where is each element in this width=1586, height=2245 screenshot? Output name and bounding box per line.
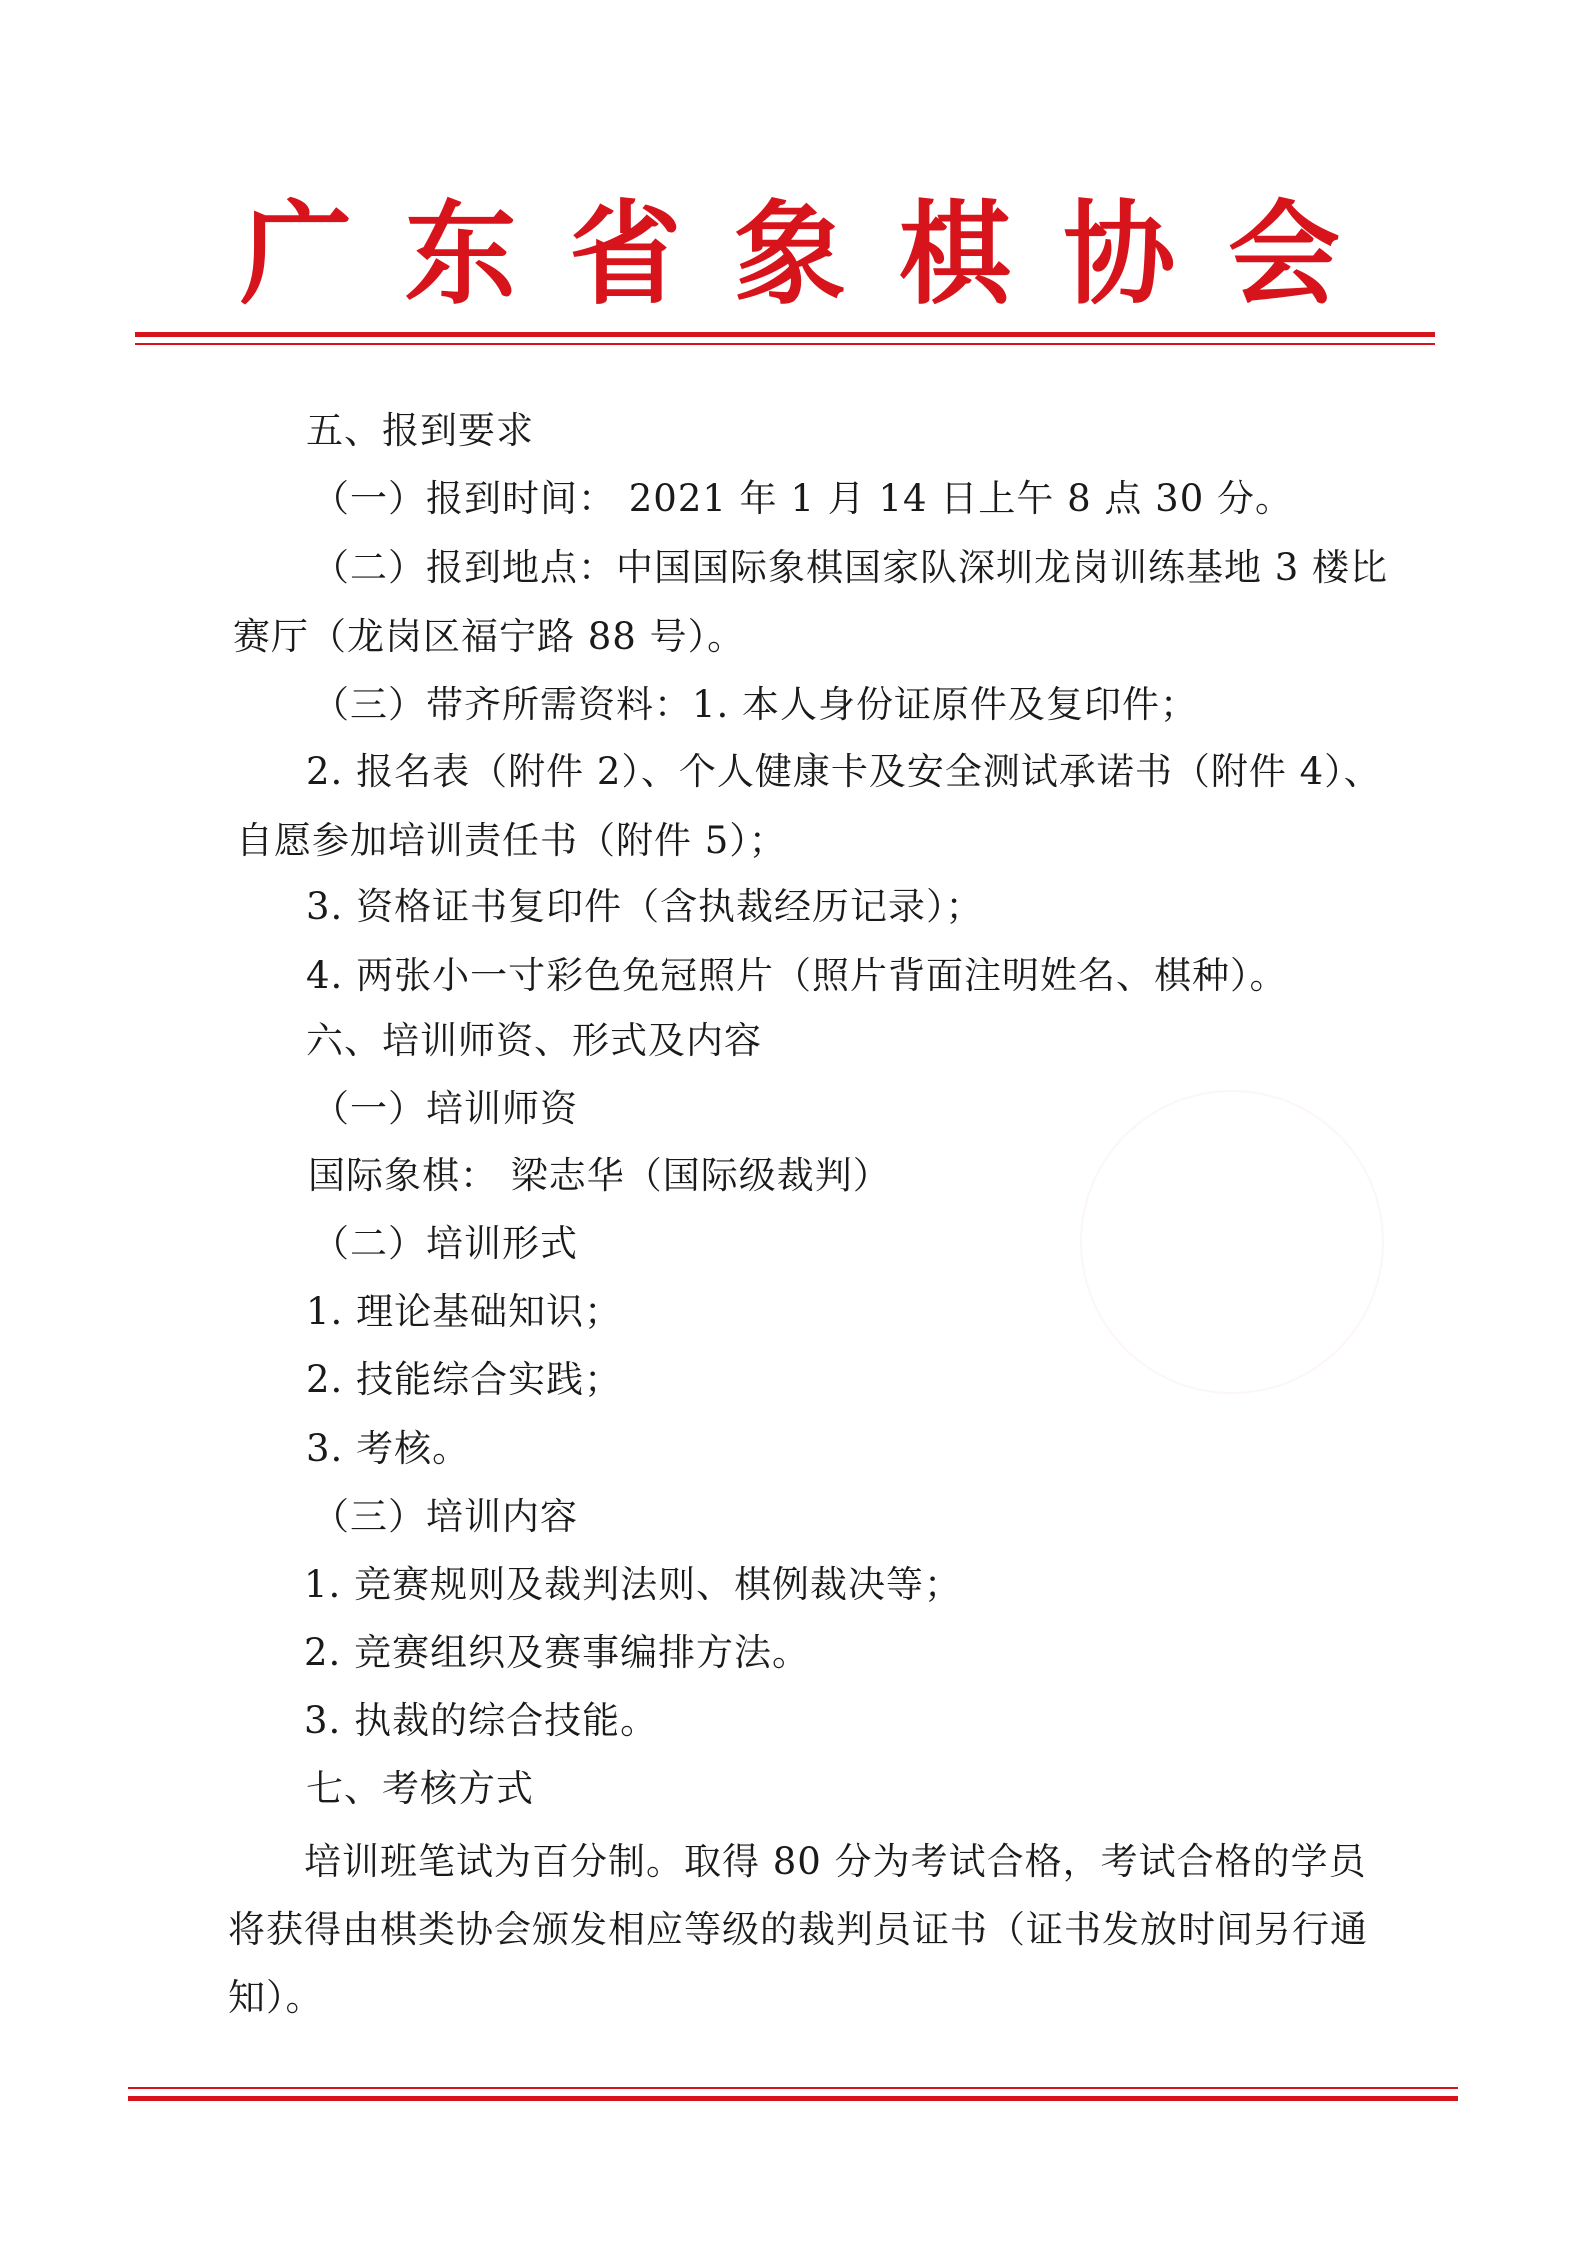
footer-rule-thick — [128, 2096, 1458, 2101]
body-line: 2. 报名表（附件 2）、个人健康卡及安全测试承诺书（附件 4）、 — [306, 750, 1382, 793]
body-line: 3. 执裁的综合技能。 — [304, 1699, 659, 1742]
letterhead-char: 省 — [569, 189, 682, 320]
body-line: 知）。 — [228, 1976, 324, 2019]
header-rule-thick — [135, 332, 1435, 337]
body-line: 3. 考核。 — [306, 1427, 471, 1470]
body-line: （二）报到地点：中国国际象棋国家队深圳龙岗训练基地 3 楼比 — [312, 546, 1389, 589]
body-line: 2. 技能综合实践； — [306, 1358, 623, 1401]
sub-heading: （一）培训师资 — [312, 1087, 578, 1130]
body-line: 培训班笔试为百分制。取得 80 分为考试合格，考试合格的学员 — [304, 1840, 1367, 1883]
body-line: 3. 资格证书复印件（含执裁经历记录）； — [306, 885, 984, 928]
body-line: 4. 两张小一寸彩色免冠照片（照片背面注明姓名、棋种）。 — [306, 954, 1288, 997]
letterhead-char: 广 — [240, 189, 352, 320]
body-line: 1. 竞赛规则及裁判法则、棋例裁决等； — [304, 1563, 963, 1606]
body-line: （一）报到时间： 2021 年 1 月 14 日上午 8 点 30 分。 — [312, 477, 1294, 520]
section-heading: 六、培训师资、形式及内容 — [306, 1019, 762, 1062]
body-line: （三）带齐所需资料：1. 本人身份证原件及复印件； — [312, 683, 1199, 726]
letterhead-char: 象 — [733, 189, 846, 320]
section-heading: 七、考核方式 — [306, 1767, 534, 1810]
sub-heading: （三）培训内容 — [312, 1495, 578, 1538]
letterhead-char: 协 — [1063, 189, 1176, 320]
header-rule-thin — [135, 343, 1435, 345]
letterhead-char: 棋 — [898, 189, 1011, 320]
letterhead-char: 会 — [1227, 189, 1340, 320]
body-line: 将获得由棋类协会颁发相应等级的裁判员证书（证书发放时间另行通 — [228, 1908, 1368, 1951]
sub-heading: （二）培训形式 — [312, 1222, 578, 1265]
footer-rule-thin — [128, 2087, 1458, 2089]
faint-seal — [1080, 1090, 1384, 1394]
body-line: 赛厅（龙岗区福宁路 88 号）。 — [233, 615, 746, 658]
body-line: 国际象棋： 梁志华（国际级裁判） — [308, 1154, 891, 1197]
letterhead-char: 东 — [404, 189, 517, 320]
section-heading: 五、报到要求 — [306, 409, 534, 452]
body-line: 1. 理论基础知识； — [306, 1290, 623, 1333]
body-line: 2. 竞赛组织及赛事编排方法。 — [304, 1631, 811, 1674]
letterhead-title — [240, 185, 1340, 325]
body-line: 自愿参加培训责任书（附件 5）； — [236, 819, 787, 862]
